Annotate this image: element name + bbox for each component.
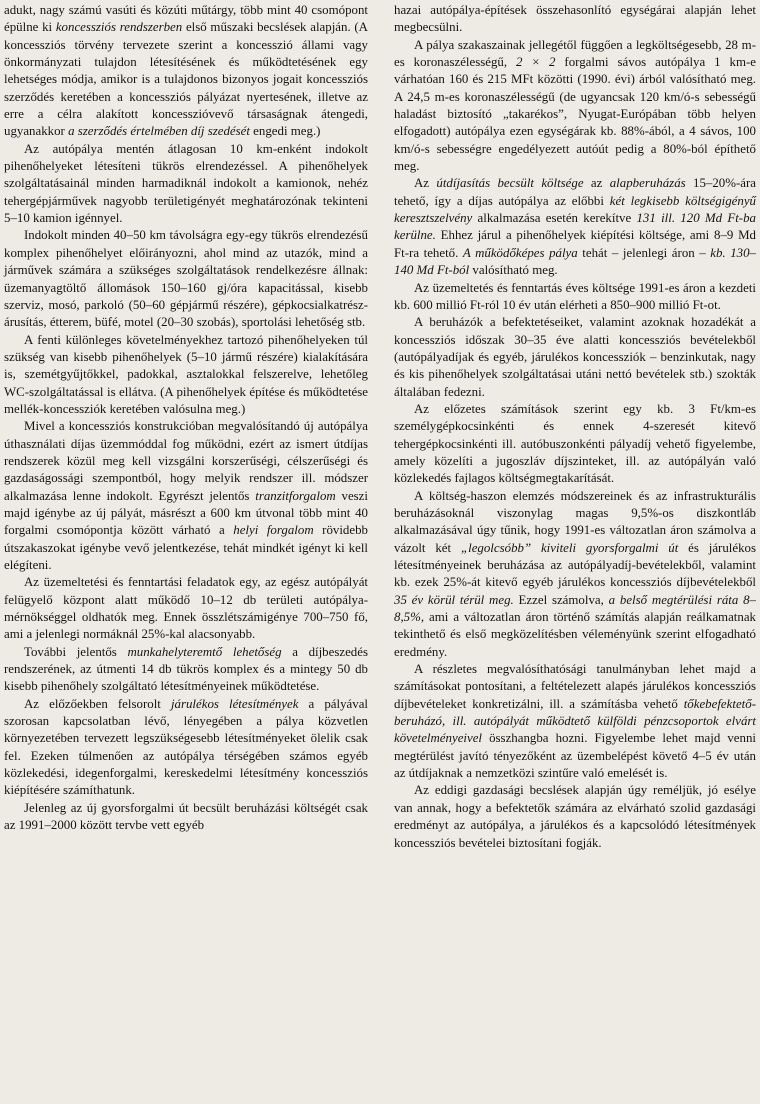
paragraph-p9 <box>4 800 368 835</box>
paragraph-p12 <box>394 175 756 279</box>
text-run: Az előzetes számítások szerint egy kb. 3 Ft/km-es személygépkocsinkénti és ennek 4-szeresét kitevő tehergépkocsinkénti ill. autóbuszonkénti pályadíj vehető figyelembe, amely közelíti a jugoszláv díjszinteket, ill. az autópályán való közlekedés fajlagos költségmegtakarítását. <box>394 401 756 486</box>
text-run: A költség-haszon elemzés módszereinek és az infrastrukturális beruházásoknál viszonylag magas 9,5%-os diszkontláb alkalmazásával úgy tűnik, hogy 1991-es változatlan áron számolva a vázolt két <box>394 488 756 555</box>
emphasized-text: alapberuházás <box>609 176 686 191</box>
text-run: A pálya szakaszainak jellegétől függően a legköltségesebb, 28 m-es koronaszélességű, <box>394 37 756 70</box>
emphasized-text: két legkisebb költségigényű keresztszelvény <box>394 193 756 226</box>
text-run: A részletes megvalósíthatósági tanulmányban lehet majd a számításokat pontosítani, a feltételezett alapés járulékos koncessziós díjbevételeket konkretizálni, ill. a számításba vehető <box>394 662 756 711</box>
paragraph-p7 <box>4 644 368 696</box>
text-run: További jelentős <box>24 644 128 659</box>
text-run: adukt, nagy számú vasúti és közúti műtárgy, több mint 40 csomópont épülne ki <box>4 3 368 35</box>
paragraph-p13 <box>394 280 756 315</box>
text-run: a díjbeszedés rendszerének, az útmenti 14 db tükrös komplex és a mintegy 50 db kisebb pihenőhely szolgáltató létesítményeinek működtetése. <box>4 644 368 694</box>
emphasized-text: helyi forgalom <box>233 523 314 538</box>
paragraph-p11 <box>394 37 756 176</box>
text-run: Az üzemeltetés és fenntartás éves költsége 1991-es áron a kezdeti kb. 600 millió Ft-ról 10 év után elérheti a 850–900 millió Ft-ot. <box>394 280 756 312</box>
text-run: az <box>583 176 610 191</box>
emphasized-text: munkahelyteremtő lehetőség <box>127 644 282 659</box>
text-run: hazai autópálya-építések összehasonlító egységárai alapján lehet megbecsülni. <box>394 3 756 35</box>
emphasized-text: „legolcsóbb” kiviteli gyorsforgalmi út <box>460 540 679 555</box>
paragraph-p6 <box>4 574 368 643</box>
paragraph-p4 <box>4 332 368 419</box>
text-run: Az eddigi gazdasági becslések alapján úgy reméljük, jó esélye van annak, hogy a befektetők számára az elvárható szolid gazdasági eredményt az autópálya, a járulékos és a kapcsolódó létesítmények koncessziós bevételei biztosítani fogják. <box>394 783 756 850</box>
text-run: Ezzel számolva, <box>513 592 609 607</box>
paragraph-p2 <box>4 141 368 228</box>
left-column <box>4 2 368 835</box>
paragraph-p15 <box>394 401 756 488</box>
emphasized-text: tőkebefektető-beruházó, ill. autópályát működtető külföldi pénzcsoportok elvárt követelményeivel <box>394 696 756 746</box>
emphasized-text: járulékos létesítmények <box>170 696 299 711</box>
text-run: Ehhez járul a pihenőhelyek kiépítési költsége, ami 8–9 Md Ft-ra tehető. <box>394 228 756 260</box>
paragraph-p5 <box>4 418 368 574</box>
text-run: Az üzemeltetési és fenntartási feladatok egy, az egész autópályát felügyelő központ alatt működő 10–12 db területi autópálya-mérnökséggel oldhatók meg. Ennek összlétszámigénye 700–750 fő, ami a jelenlegi normáknál 25%-kal alacsonyabb. <box>4 575 368 642</box>
text-run: Jelenleg az új gyorsforgalmi út becsült beruházási költségét csak az 1991–2000 között tervbe vett egyéb <box>4 800 368 833</box>
paragraph-p8 <box>4 696 368 800</box>
paragraph-p17 <box>394 661 756 782</box>
emphasized-text: 35 év körül térül meg. <box>394 592 514 607</box>
text-run: engedi meg.) <box>249 124 321 139</box>
text-run: veszi majd igénybe az új pályát, másrészt a 600 km útvonal több mint 40 forgalmi csomópontja között várható a <box>4 488 368 538</box>
text-run: Az autópálya mentén átlagosan 10 km-enként indokolt pihenőhelyeket létesíteni tükrös elrendezéssel. A pihenőhelyek szolgáltatásainál minden harmadiknál indokolt a kamionok, nehéz tehergépjárművek nagyobb területigényét meghatározónak tekinteni 5–10 kamion igénnyel. <box>4 141 368 226</box>
text-run: tehát – jelenlegi áron – <box>577 245 711 260</box>
text-run: első műszaki becslések alapján. (A koncessziós törvény tervezete szerint a koncesszió állami vagy önkormányzati tulajdon létesítésének és működtetésének egy lehetséges módja, amikor is a tulajdonos bizonyos jogait koncessziós szerződés keretében a koncessziós pályázat nyertesének, illetve az erre a célra alakított koncesszióvevő társaságnak átengedi, ugyanakkor <box>4 20 368 139</box>
text-run: Mivel a koncessziós konstrukcióban megvalósítandó új autópálya úthasználati díjas üzemmóddal fog működni, ezért az ismert útdíjas rendszerek közül meg kell vizsgálni korszerűségi, célszerűségi és gazdaságossági szempontból, hogy melyik rendszer ill. módszer alkalmazása lenne indokolt. Egyrészt jelentős <box>4 419 368 503</box>
text-run: Az előzőekben felsorolt <box>24 696 171 711</box>
text-run: forgalmi sávos autópálya 1 km-e várhatóan 160 és 215 MFt közötti (1990. évi) árból valósítható meg. A 24,5 m-es koronaszélességű (de ugyancsak 120 km/ó-s sebességű haladást biztosító „takarékos”, Nyugat-Európában több helyen elfogadott) autópálya ezen egységárak kb. 88%-ából, a 4 sávos, 100 km/ó-s sebességre engedélyezett autóút pedig a 80%-ból építhető meg. <box>394 55 757 174</box>
paragraph-p14 <box>394 314 756 401</box>
text-run: A beruházók a befektetéseiket, valamint azoknak hozadékát a koncessziós időszak 30–35 éve alatti koncessziós bevételekből (autópályadíjak és egyéb, járulékos koncessziók – benzinkutak, nagy és kis pihenőhelyek szolgáltatásai utáni nettó bevételek stb.) szokták általában fedezni. <box>394 315 756 399</box>
text-run: 15–20%-ára tehető, így a díjas autópálya az előbbi <box>394 176 757 208</box>
text-run: Az <box>414 176 437 191</box>
emphasized-text: útdíjasítás becsült költsége <box>436 176 584 191</box>
text-run: alkalmazása esetén kerekítve <box>472 211 637 226</box>
emphasized-text: kb. 130–140 Md Ft-ból <box>394 245 756 278</box>
text-run: A fenti különleges követelményekhez tartozó pihenőhelyeken túl szükség van kisebb pihenőhelyek (5–10 jármű részére) kialakítására is, szemétgyűjtőkkel, padokkal, asztalokkal felszerelve, lehetőleg WC-szolgáltatással is ellátva. (A pihenőhelyek építése és működtetése mellék-koncessziók keretében valósulna meg.) <box>4 332 368 416</box>
text-run: rövidebb útszakaszokat igénybe vevő jelentkezése, tehát mindkét igényt ki kell elégíteni. <box>4 523 368 572</box>
emphasized-text: koncessziós rendszerben <box>55 20 183 35</box>
text-run: Indokolt minden 40–50 km távolságra egy-egy tükrös elrendezésű komplex pihenőhelyet előirányozni, ahol mind az utazók, mind a járművek számára a szükséges szolgáltatások rendelkezésre állnak: üzemanyagtöltő állomások 150–160 gj/óra kapacitással, kisebb szerviz, mosó, parkoló (50–60 gépjármű részére), gépkocsialkatrész-árusítás, étterem, büfé, motel (20–30 szobás), sportolási lehetőség stb. <box>4 228 368 330</box>
paragraph-p16 <box>394 488 756 661</box>
paragraph-p10 <box>394 2 756 37</box>
text-run: összhangba hozni. Figyelembe lehet majd venni megtérülést javító tényezőként az üzembelépést követő 4–5 év után az útdíjaknak a nemzetközi szintűre való emelését is. <box>394 731 756 781</box>
emphasized-text: tranzitforgalom <box>255 488 336 503</box>
paragraph-p1 <box>4 2 368 141</box>
emphasized-text: a szerződés értelmében díj szedését <box>68 124 250 139</box>
emphasized-text: A működőképes pálya <box>462 245 578 260</box>
text-run: a pályával szorosan kapcsolatban lévő, lényegében a pálya közvetlen környezetében tervezett legszükségesebb létesítményeket ölelik csak fel. Ezeken túlmenően az autópálya térségében számos egyéb közlekedési, idegenforgalmi, kereskedelmi létesítmény koncessziós kiépítésére számíthatunk. <box>4 696 368 798</box>
text-run: ami a változatlan áron történő számítás alapján reálkamatnak tekinthető és első megközelítésben véleményünk szerint elfogadható eredmény. <box>394 610 756 659</box>
emphasized-text: 2 × 2 <box>516 55 556 70</box>
emphasized-text: 131 ill. 120 Md Ft-ba kerülne. <box>394 211 756 243</box>
paragraph-p18 <box>394 782 756 851</box>
right-column <box>394 2 756 852</box>
text-run: valósítható meg. <box>469 263 558 278</box>
paragraph-p3 <box>4 227 368 331</box>
text-run: és járulékos létesítményeinek beruházása az autópályadíj-bevételekből, valamint kb. ezek 25%-át kitevő egyéb járulékos koncessziós díjbevételekből <box>394 540 756 590</box>
emphasized-text: a belső megtérülési ráta 8–8,5%, <box>394 592 756 625</box>
